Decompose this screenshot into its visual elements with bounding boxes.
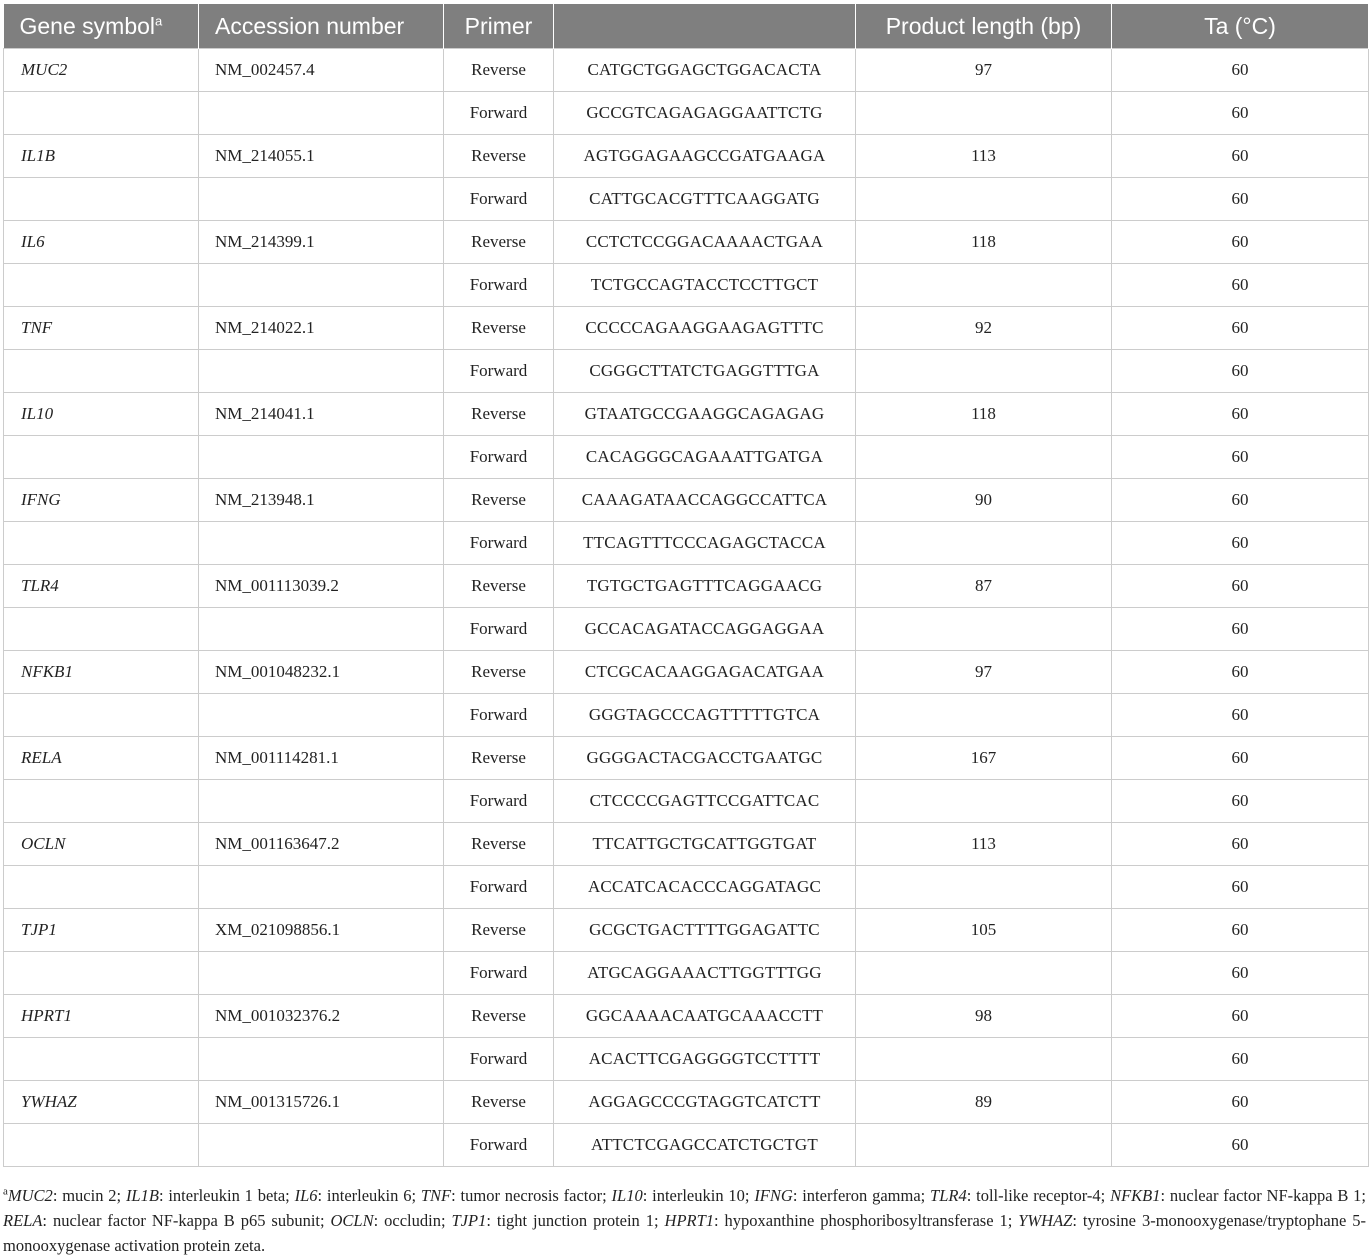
primer-direction-cell: Reverse <box>444 135 554 178</box>
gene-symbol-cell: IL1B <box>4 135 199 178</box>
primer-direction-cell: Forward <box>444 92 554 135</box>
accession-cell <box>199 866 444 909</box>
primer-direction-cell: Forward <box>444 780 554 823</box>
footnote-gene-symbol: MUC2 <box>7 1186 53 1205</box>
primer-sequence-cell: CCTCTCCGGACAAAACTGAA <box>554 221 856 264</box>
accession-cell <box>199 522 444 565</box>
primer-sequence-cell: CATTGCACGTTTCAAGGATG <box>554 178 856 221</box>
footnote-gene-symbol: NFKB1 <box>1110 1186 1161 1205</box>
table-row <box>4 49 1369 92</box>
primer-direction-cell: Forward <box>444 608 554 651</box>
primer-direction-cell: Forward <box>444 350 554 393</box>
accession-cell: NM_214041.1 <box>199 393 444 436</box>
primer-sequence-cell: GTAATGCCGAAGGCAGAGAG <box>554 393 856 436</box>
accession-cell <box>199 350 444 393</box>
primer-sequence-cell: CTCGCACAAGGAGACATGAA <box>554 651 856 694</box>
primer-direction-cell: Reverse <box>444 49 554 92</box>
accession-cell <box>199 92 444 135</box>
footnote-marker: a <box>3 1185 8 1198</box>
col-header-ta: Ta (°C) <box>1112 4 1369 49</box>
ta-cell: 60 <box>1112 995 1369 1038</box>
primer-sequence-cell: ATGCAGGAAACTTGGTTTGG <box>554 952 856 995</box>
primer-sequence-cell: CATGCTGGAGCTGGACACTA <box>554 49 856 92</box>
ta-cell: 60 <box>1112 608 1369 651</box>
primer-sequence-cell: GGGGACTACGACCTGAATGC <box>554 737 856 780</box>
accession-cell: NM_002457.4 <box>199 49 444 92</box>
product-length-cell <box>856 694 1112 737</box>
primer-direction-cell: Forward <box>444 952 554 995</box>
table-row <box>4 135 1369 178</box>
footnote-gene-symbol: IL6 <box>294 1186 318 1205</box>
footnote-gene-symbol: TNF <box>420 1186 452 1205</box>
accession-cell: NM_001113039.2 <box>199 565 444 608</box>
accession-cell: NM_001048232.1 <box>199 651 444 694</box>
table-row <box>4 995 1369 1038</box>
primer-direction-cell: Forward <box>444 694 554 737</box>
gene-symbol-cell <box>4 436 199 479</box>
gene-symbol-cell <box>4 1038 199 1081</box>
product-length-cell: 113 <box>856 135 1112 178</box>
accession-cell: XM_021098856.1 <box>199 909 444 952</box>
accession-cell: NM_213948.1 <box>199 479 444 522</box>
accession-cell <box>199 1124 444 1167</box>
accession-cell <box>199 952 444 995</box>
primer-sequence-cell: CTCCCCGAGTTCCGATTCAC <box>554 780 856 823</box>
accession-cell <box>199 780 444 823</box>
ta-cell: 60 <box>1112 522 1369 565</box>
table-row <box>4 909 1369 952</box>
ta-cell: 60 <box>1112 479 1369 522</box>
footnote-gene-symbol: OCLN <box>330 1211 374 1230</box>
primer-sequence-cell: GCGCTGACTTTTGGAGATTC <box>554 909 856 952</box>
col-header-product-length: Product length (bp) <box>856 4 1112 49</box>
primer-sequence-cell: AGTGGAGAAGCCGATGAAGA <box>554 135 856 178</box>
gene-symbol-cell <box>4 608 199 651</box>
primer-direction-cell: Reverse <box>444 1081 554 1124</box>
gene-symbol-cell <box>4 522 199 565</box>
table-row <box>4 952 1369 995</box>
footnote-gene-symbol: RELA <box>3 1211 43 1230</box>
primer-sequence-cell: GCCACAGATACCAGGAGGAA <box>554 608 856 651</box>
product-length-cell: 118 <box>856 221 1112 264</box>
gene-symbol-cell: TLR4 <box>4 565 199 608</box>
table-row <box>4 350 1369 393</box>
gene-symbol-cell: TJP1 <box>4 909 199 952</box>
primer-direction-cell: Forward <box>444 264 554 307</box>
ta-cell: 60 <box>1112 866 1369 909</box>
product-length-cell: 97 <box>856 651 1112 694</box>
primer-sequence-cell: TTCAGTTTCCCAGAGCTACCA <box>554 522 856 565</box>
ta-cell: 60 <box>1112 565 1369 608</box>
product-length-cell: 89 <box>856 1081 1112 1124</box>
gene-symbol-cell <box>4 866 199 909</box>
product-length-cell <box>856 608 1112 651</box>
table-row <box>4 522 1369 565</box>
primer-sequence-cell: AGGAGCCCGTAGGTCATCTT <box>554 1081 856 1124</box>
footnote-gene-description: : hypoxanthine phosphoribosyltransferase 1; <box>714 1211 1019 1230</box>
primer-direction-cell: Reverse <box>444 995 554 1038</box>
gene-symbol-cell: OCLN <box>4 823 199 866</box>
footnote-gene-description: : nuclear factor NF-kappa B p65 subunit; <box>42 1211 331 1230</box>
footnote-gene-symbol: IL1B <box>125 1186 159 1205</box>
product-length-cell: 87 <box>856 565 1112 608</box>
gene-symbol-cell <box>4 1124 199 1167</box>
footnote-gene-description: : tight junction protein 1; <box>486 1211 665 1230</box>
accession-cell: NM_001114281.1 <box>199 737 444 780</box>
table-row <box>4 221 1369 264</box>
primer-direction-cell: Reverse <box>444 221 554 264</box>
ta-cell: 60 <box>1112 264 1369 307</box>
primer-direction-cell: Reverse <box>444 823 554 866</box>
table-row <box>4 1038 1369 1081</box>
document <box>3 4 1368 1258</box>
primer-sequence-cell: GCCGTCAGAGAGGAATTCTG <box>554 92 856 135</box>
accession-cell <box>199 608 444 651</box>
ta-cell: 60 <box>1112 92 1369 135</box>
accession-cell <box>199 178 444 221</box>
footnote-marker: a <box>155 12 163 28</box>
primer-direction-cell: Forward <box>444 866 554 909</box>
primer-direction-cell: Reverse <box>444 737 554 780</box>
product-length-cell <box>856 952 1112 995</box>
primer-sequence-cell: GGCAAAACAATGCAAACCTT <box>554 995 856 1038</box>
primer-sequence-cell: TGTGCTGAGTTTCAGGAACG <box>554 565 856 608</box>
gene-symbol-cell: IFNG <box>4 479 199 522</box>
footnote-gene-symbol: IL10 <box>611 1186 643 1205</box>
ta-cell: 60 <box>1112 307 1369 350</box>
ta-cell: 60 <box>1112 436 1369 479</box>
primer-direction-cell: Forward <box>444 178 554 221</box>
primer-sequence-cell: CAAAGATAACCAGGCCATTCA <box>554 479 856 522</box>
product-length-cell <box>856 178 1112 221</box>
table-row <box>4 264 1369 307</box>
col-header-primer: Primer <box>444 4 554 49</box>
product-length-cell: 90 <box>856 479 1112 522</box>
product-length-cell: 92 <box>856 307 1112 350</box>
table-row <box>4 307 1369 350</box>
table-row <box>4 823 1369 866</box>
table-row <box>4 479 1369 522</box>
gene-symbol-cell <box>4 92 199 135</box>
ta-cell: 60 <box>1112 780 1369 823</box>
footnote-gene-description: : nuclear factor NF-kappa B 1; <box>1160 1186 1366 1205</box>
footnote-gene-symbol: HPRT1 <box>664 1211 715 1230</box>
primer-sequence-cell: CCCCCAGAAGGAAGAGTTTC <box>554 307 856 350</box>
ta-cell: 60 <box>1112 737 1369 780</box>
product-length-cell <box>856 92 1112 135</box>
accession-cell: NM_001163647.2 <box>199 823 444 866</box>
primer-direction-cell: Reverse <box>444 909 554 952</box>
gene-symbol-cell: HPRT1 <box>4 995 199 1038</box>
header-row <box>4 4 1369 49</box>
primer-direction-cell: Reverse <box>444 393 554 436</box>
gene-symbol-cell <box>4 780 199 823</box>
table-row <box>4 436 1369 479</box>
ta-cell: 60 <box>1112 221 1369 264</box>
table-row <box>4 694 1369 737</box>
ta-cell: 60 <box>1112 350 1369 393</box>
ta-cell: 60 <box>1112 178 1369 221</box>
primer-direction-cell: Reverse <box>444 651 554 694</box>
accession-cell <box>199 694 444 737</box>
footnote-gene-description: : interleukin 6; <box>317 1186 421 1205</box>
primer-direction-cell: Forward <box>444 522 554 565</box>
product-length-cell <box>856 1038 1112 1081</box>
product-length-cell <box>856 436 1112 479</box>
ta-cell: 60 <box>1112 1038 1369 1081</box>
table-row <box>4 737 1369 780</box>
ta-cell: 60 <box>1112 1081 1369 1124</box>
ta-cell: 60 <box>1112 393 1369 436</box>
footnote-gene-symbol: IFNG <box>754 1186 793 1205</box>
gene-symbol-cell: YWHAZ <box>4 1081 199 1124</box>
gene-symbol-cell: IL6 <box>4 221 199 264</box>
table-row <box>4 393 1369 436</box>
product-length-cell: 105 <box>856 909 1112 952</box>
footnote-gene-description: : tumor necrosis factor; <box>451 1186 612 1205</box>
primer-sequence-cell: CACAGGGCAGAAATTGATGA <box>554 436 856 479</box>
gene-symbol-cell: TNF <box>4 307 199 350</box>
primer-sequence-cell: GGGTAGCCCAGTTTTTGTCA <box>554 694 856 737</box>
primer-direction-cell: Reverse <box>444 479 554 522</box>
product-length-cell <box>856 866 1112 909</box>
gene-symbol-cell <box>4 264 199 307</box>
table-row <box>4 178 1369 221</box>
accession-cell <box>199 1038 444 1081</box>
primer-sequence-cell: TTCATTGCTGCATTGGTGAT <box>554 823 856 866</box>
product-length-cell: 167 <box>856 737 1112 780</box>
gene-symbol-cell <box>4 350 199 393</box>
accession-cell: NM_214055.1 <box>199 135 444 178</box>
table-row <box>4 866 1369 909</box>
accession-cell: NM_214399.1 <box>199 221 444 264</box>
product-length-cell <box>856 1124 1112 1167</box>
product-length-cell <box>856 522 1112 565</box>
primer-sequence-cell: ACACTTCGAGGGGTCCTTTT <box>554 1038 856 1081</box>
table-row <box>4 1124 1369 1167</box>
footnote-gene-description: : tyrosine 3-monooxygenase/tryptophane 5-monooxygenase activation protein zeta. <box>3 1211 1366 1255</box>
table-row <box>4 651 1369 694</box>
table-row <box>4 780 1369 823</box>
table-row <box>4 1081 1369 1124</box>
product-length-cell: 118 <box>856 393 1112 436</box>
primer-sequence-cell: ACCATCACACCCAGGATAGC <box>554 866 856 909</box>
primer-table <box>3 4 1369 1167</box>
accession-cell: NM_001032376.2 <box>199 995 444 1038</box>
primer-sequence-cell: ATTCTCGAGCCATCTGCTGT <box>554 1124 856 1167</box>
gene-symbol-cell: RELA <box>4 737 199 780</box>
footnote-gene-description: : toll-like receptor-4; <box>966 1186 1111 1205</box>
footnote-gene-symbol: TJP1 <box>451 1211 487 1230</box>
accession-cell <box>199 264 444 307</box>
ta-cell: 60 <box>1112 694 1369 737</box>
col-header-gene-symbol: Gene symbol$^a$ <box>4 4 199 49</box>
ta-cell: 60 <box>1112 952 1369 995</box>
product-length-cell: 98 <box>856 995 1112 1038</box>
primer-direction-cell: Forward <box>444 1038 554 1081</box>
product-length-cell <box>856 350 1112 393</box>
footnote-gene-description: : mucin 2; <box>52 1186 126 1205</box>
gene-symbol-cell <box>4 952 199 995</box>
table-row <box>4 92 1369 135</box>
gene-symbol-cell <box>4 694 199 737</box>
footnote-gene-description: : interleukin 10; <box>642 1186 755 1205</box>
gene-symbol-cell: NFKB1 <box>4 651 199 694</box>
primer-direction-cell: Reverse <box>444 307 554 350</box>
product-length-cell: 113 <box>856 823 1112 866</box>
accession-cell: NM_001315726.1 <box>199 1081 444 1124</box>
footnote-gene-symbol: YWHAZ <box>1018 1211 1073 1230</box>
col-header-sequence <box>554 4 856 49</box>
primer-sequence-cell: TCTGCCAGTACCTCCTTGCT <box>554 264 856 307</box>
table-row <box>4 565 1369 608</box>
ta-cell: 60 <box>1112 1124 1369 1167</box>
ta-cell: 60 <box>1112 909 1369 952</box>
footnote-gene-symbol: TLR4 <box>930 1186 967 1205</box>
product-length-cell <box>856 264 1112 307</box>
primer-direction-cell: Reverse <box>444 565 554 608</box>
ta-cell: 60 <box>1112 823 1369 866</box>
table-row <box>4 608 1369 651</box>
ta-cell: 60 <box>1112 49 1369 92</box>
footnote-gene-description: : interferon gamma; <box>792 1186 931 1205</box>
gene-symbol-cell: MUC2 <box>4 49 199 92</box>
footnote-gene-description: : interleukin 1 beta; <box>158 1186 295 1205</box>
product-length-cell: 97 <box>856 49 1112 92</box>
gene-symbol-cell <box>4 178 199 221</box>
gene-symbol-cell: IL10 <box>4 393 199 436</box>
primer-direction-cell: Forward <box>444 1124 554 1167</box>
footnote-gene-description: : occludin; <box>373 1211 452 1230</box>
product-length-cell <box>856 780 1112 823</box>
ta-cell: 60 <box>1112 135 1369 178</box>
accession-cell <box>199 436 444 479</box>
accession-cell: NM_214022.1 <box>199 307 444 350</box>
primer-sequence-cell: CGGGCTTATCTGAGGTTTGA <box>554 350 856 393</box>
ta-cell: 60 <box>1112 651 1369 694</box>
col-header-accession-number: Accession number <box>199 4 444 49</box>
table-body <box>4 49 1369 1167</box>
primer-direction-cell: Forward <box>444 436 554 479</box>
